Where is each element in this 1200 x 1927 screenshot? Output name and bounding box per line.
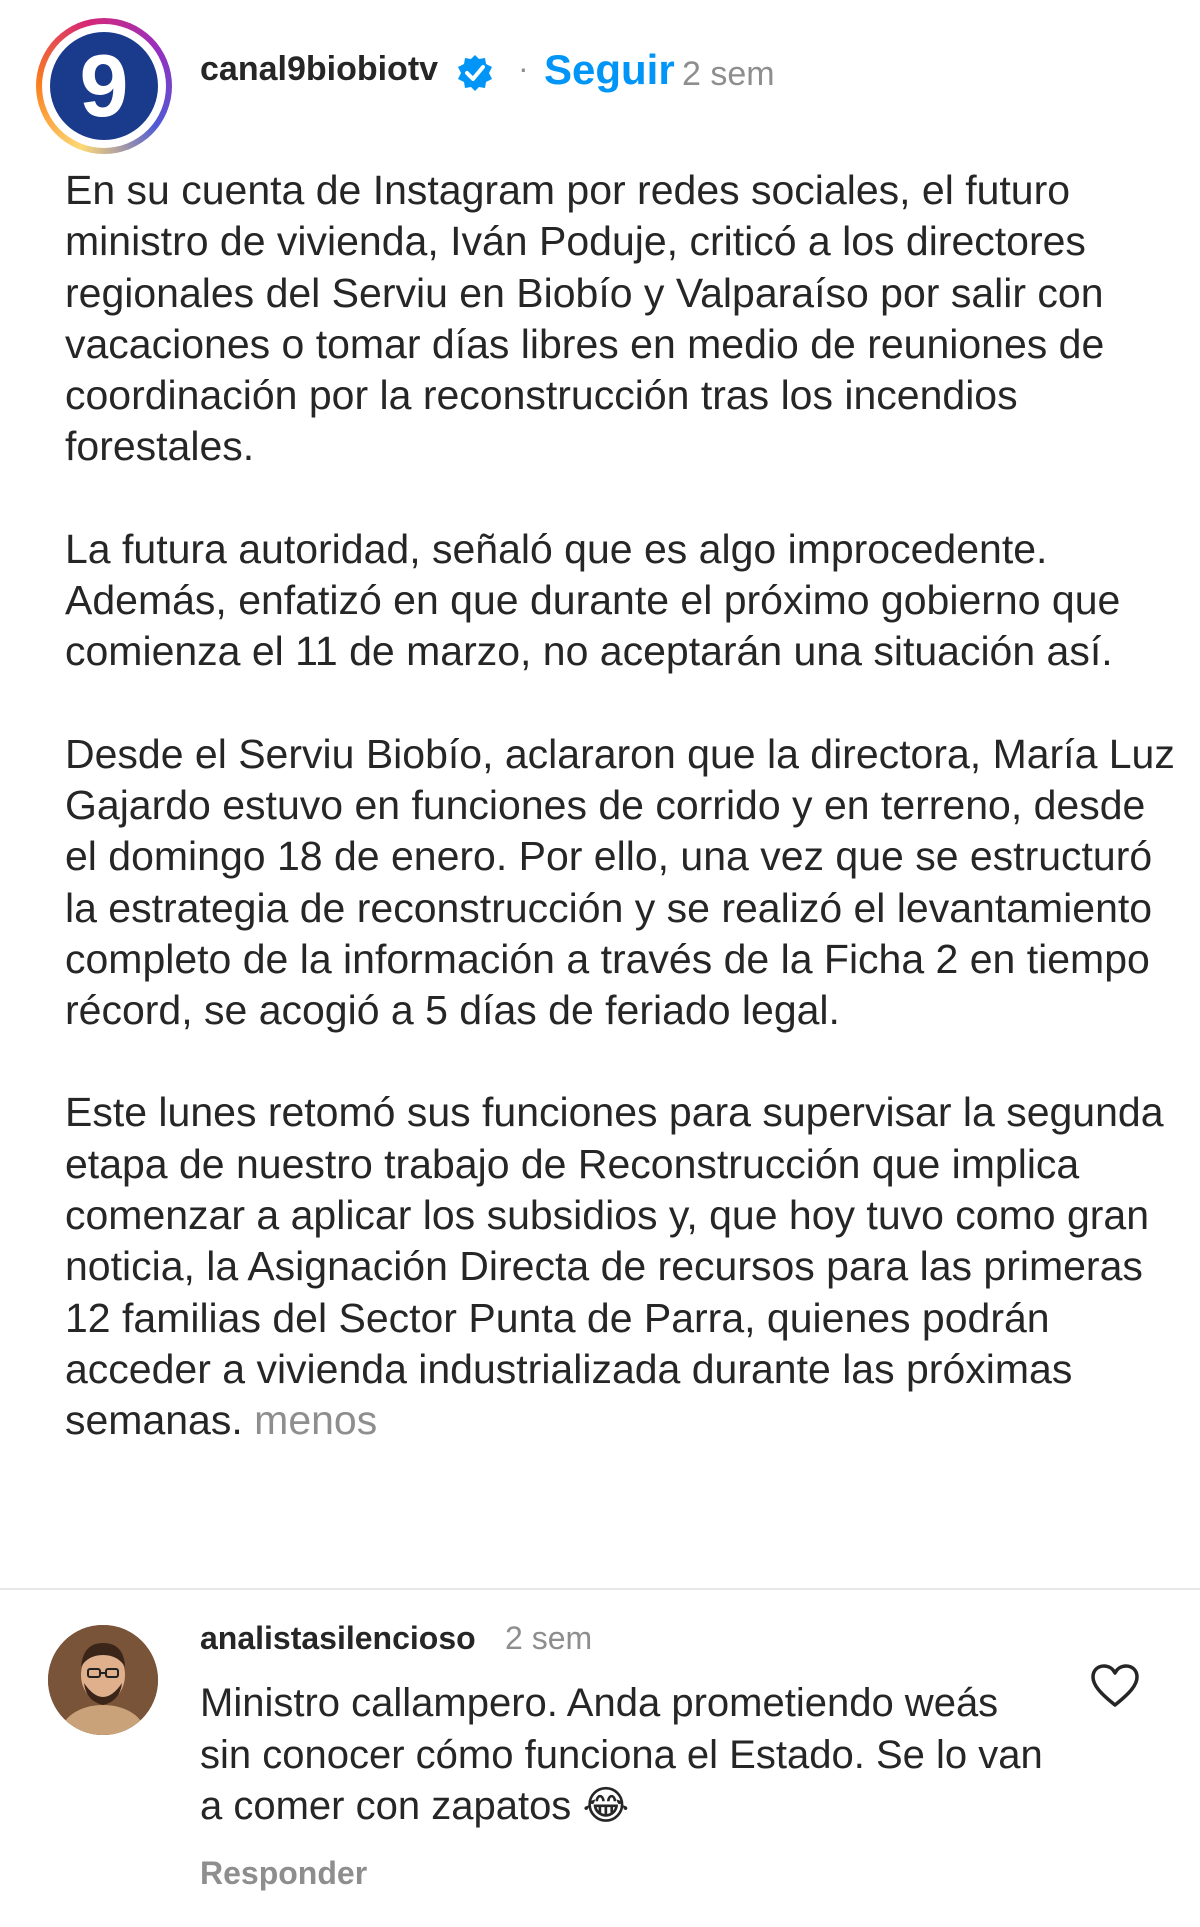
- commenter-avatar[interactable]: [48, 1625, 158, 1735]
- post-username[interactable]: canal9biobiotv: [200, 50, 439, 88]
- post-time: 2 sem: [682, 55, 775, 93]
- caption-paragraph-1: En su cuenta de Instagram por redes sociales, el futuro ministro de vivienda, Iván Poduje, criticó a los directores regionales del Serviu en Biobío y Valparaíso por salir con vacaciones o tomar días libres en medio de reuniones de coordinación por la reconstrucción tras los incendios forestales.: [65, 167, 1105, 470]
- caption-paragraph-4-text: Este lunes retomó sus funciones para supervisar la segunda etapa de nuestro trabajo de Reconstrucción que implica comenzar a aplicar los subsidios y, que hoy tuvo como gran noticia, la Asignación Directa de recursos para las primeras 12 familias del Sector Punta de Parra, quienes podrán acceder a vivienda industrializada durante las próximas semanas.: [65, 1089, 1164, 1444]
- canal9-logo: 9: [50, 32, 158, 140]
- caption-paragraph-4: [65, 1087, 1175, 1446]
- post-header: [0, 0, 1200, 150]
- avatar-inner: [42, 24, 166, 148]
- comment-body: Ministro callampero. Anda prometiendo weás sin conocer cómo funciona el Estado. Se lo van a comer con zapatos: [200, 1681, 1043, 1828]
- comment-time: 2 sem: [505, 1620, 593, 1656]
- comment-username[interactable]: analistasilencioso: [200, 1620, 476, 1656]
- caption-paragraph-3: Desde el Serviu Biobío, aclararon que la directora, María Luz Gajardo estuvo en funciones de corrido y en terreno, desde el domingo 18 de enero. Por ello, una vez que se estructuró la estrategia de reconstrucción y se realizó el levantamiento completo de la información a través de la Ficha 2 en tiempo récord, se acogió a 5 días de feriado legal.: [65, 730, 1175, 1034]
- profile-avatar[interactable]: [36, 18, 172, 154]
- reply-button[interactable]: Responder: [200, 1855, 368, 1891]
- separator-dot: ·: [518, 50, 529, 86]
- commenter-avatar-illustration: [48, 1625, 158, 1735]
- verified-badge-icon: [455, 53, 495, 93]
- laughing-emoji-icon: 😂: [582, 1784, 630, 1828]
- follow-button[interactable]: Seguir: [544, 46, 675, 93]
- caption-paragraph-2: La futura autoridad, señaló que es algo improcedente. Además, enfatizó en que durante el próximo gobierno que comienza el 11 de marzo, no aceptarán una situación así.: [65, 525, 1121, 675]
- show-less-link[interactable]: menos: [254, 1397, 378, 1444]
- post-caption: [65, 165, 1175, 1447]
- divider: [0, 1588, 1200, 1590]
- comment-text: [200, 1678, 1060, 1833]
- heart-outline-icon[interactable]: [1090, 1663, 1140, 1709]
